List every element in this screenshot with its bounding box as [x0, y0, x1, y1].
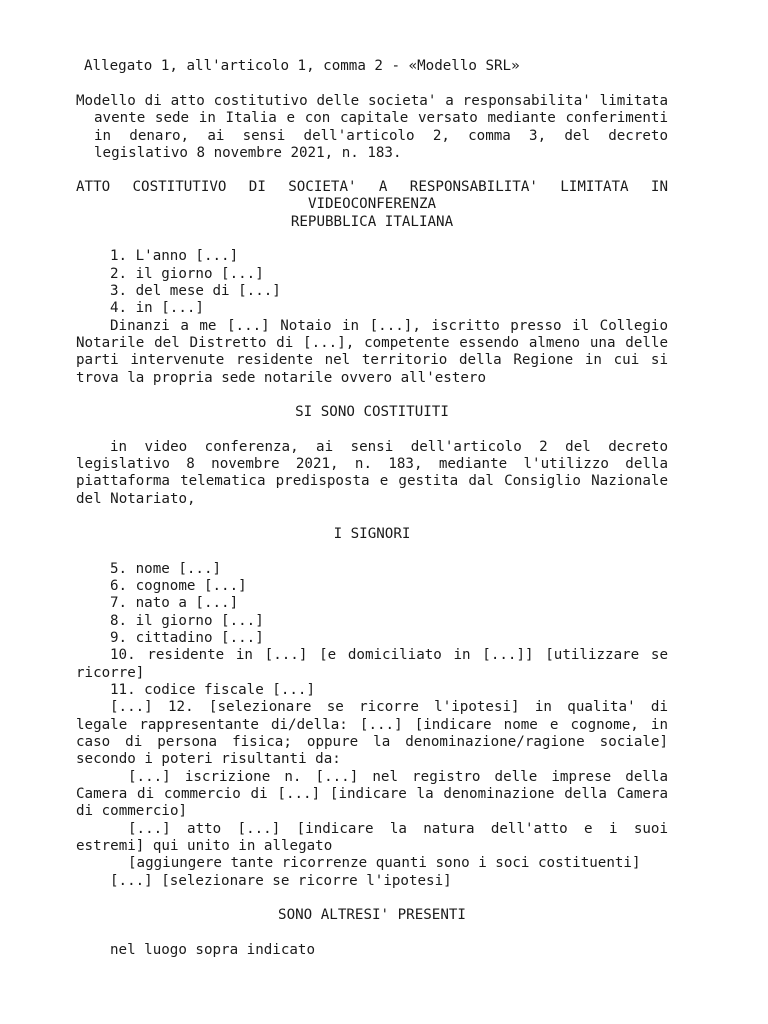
closing-line: nel luogo sopra indicato	[110, 942, 315, 958]
numbered-item: 7. nato a [...]	[110, 595, 239, 611]
numbered-item: 4. in [...]	[110, 300, 204, 316]
section-heading: SI SONO COSTITUITI	[295, 404, 449, 420]
numbered-item: 10. residente in [...] [e domiciliato in [...]] [utilizzare se	[110, 647, 668, 663]
videoconference-paragraph-line: in video conferenza, ai sensi dell'articolo 2 del decreto	[110, 439, 668, 455]
numbered-item: 3. del mese di [...]	[110, 283, 281, 299]
notary-paragraph-line: Dinanzi a me [...] Notaio in [...], iscritto presso il Collegio	[110, 318, 668, 334]
registry-paragraph-line: [...] iscrizione n. [...] nel registro delle imprese della	[128, 769, 668, 785]
videoconference-paragraph-line: legislativo 8 novembre 2021, n. 183, mediante l'utilizzo della	[76, 456, 668, 472]
videoconference-paragraph-line: del Notariato,	[76, 491, 196, 507]
representative-paragraph-line: legale rappresentante di/della: [...] [indicare nome e cognome, in	[76, 717, 668, 733]
republic-heading: REPUBBLICA ITALIANA	[290, 214, 454, 230]
model-description-line: Modello di atto costitutivo delle societa' a responsabilita' limitata	[76, 93, 668, 109]
numbered-item-continuation: ricorre]	[76, 665, 145, 681]
section-heading: I SIGNORI	[333, 526, 411, 542]
deed-attachment-line: [...] atto [...] [indicare la natura dell'atto e i suoi	[128, 821, 668, 837]
model-description-line: in denaro, ai sensi dell'articolo 2, comma 3, del decreto	[94, 128, 668, 144]
notary-paragraph-line: trova la propria sede notarile ovvero all'estero	[76, 370, 486, 386]
numbered-item: 11. codice fiscale [...]	[110, 682, 315, 698]
numbered-item: 5. nome [...]	[110, 561, 222, 577]
notary-paragraph-line: parti intervenute residente nel territorio della Regione in cui si	[76, 352, 668, 368]
numbered-item: 6. cognome [...]	[110, 578, 247, 594]
videoconference-paragraph-line: piattaforma telematica predisposta e gestita dal Consiglio Nazionale	[76, 473, 668, 489]
annex-title: Allegato 1, all'articolo 1, comma 2 - «Modello SRL»	[84, 58, 520, 74]
numbered-item: 9. cittadino [...]	[110, 630, 264, 646]
notary-paragraph-line: Notarile del Distretto di [...], competente essendo almeno una delle	[76, 335, 668, 351]
deed-heading-line: ATTO COSTITUTIVO DI SOCIETA' A RESPONSABILITA' LIMITATA IN	[76, 179, 668, 195]
numbered-item: 2. il giorno [...]	[110, 266, 264, 282]
representative-paragraph-line: caso di persona fisica; oppure la denominazione/ragione sociale]	[76, 734, 668, 750]
instruction-line: [...] [selezionare se ricorre l'ipotesi]	[110, 873, 452, 889]
numbered-item: 8. il giorno [...]	[110, 613, 264, 629]
section-heading: SONO ALTRESI' PRESENTI	[278, 907, 466, 923]
registry-paragraph-line: Camera di commercio di [...] [indicare la denominazione della Camera	[76, 786, 668, 802]
numbered-item: 1. L'anno [...]	[110, 248, 239, 264]
representative-paragraph-line: [...] 12. [selezionare se ricorre l'ipotesi] in qualita' di	[110, 699, 668, 715]
representative-paragraph-line: secondo i poteri risultanti da:	[76, 751, 341, 767]
deed-attachment-line: estremi] qui unito in allegato	[76, 838, 333, 854]
deed-heading-line: VIDEOCONFERENZA	[307, 196, 437, 212]
instruction-line: [aggiungere tante ricorrenze quanti sono i soci costituenti]	[128, 855, 641, 871]
model-description-line: legislativo 8 novembre 2021, n. 183.	[94, 145, 402, 161]
model-description-line: avente sede in Italia e con capitale versato mediante conferimenti	[94, 110, 668, 126]
registry-paragraph-line: di commercio]	[76, 803, 188, 819]
